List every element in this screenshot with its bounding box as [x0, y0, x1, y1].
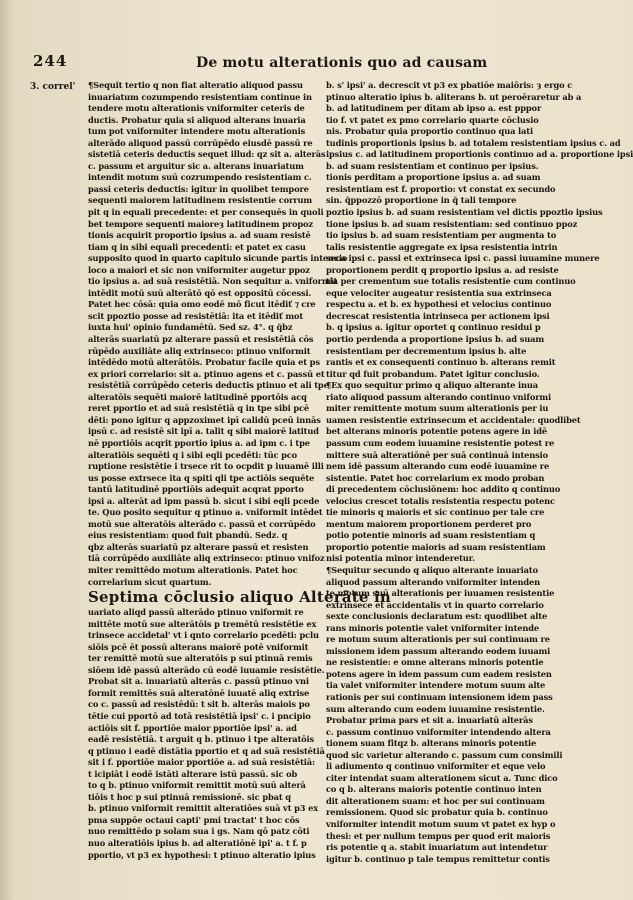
text-line: respectu a. et b. ex hypothesi et velocius continuo [326, 299, 552, 310]
text-line: co c. passū ad resistēdū: t sit b. alterās maiois po [88, 699, 310, 710]
text-line: tendere motu alterationis vniformiter ceteris de [88, 103, 305, 114]
text-line: trinsece accidetal' vt i qnto correlario pcedēti: pclu [88, 630, 319, 641]
text-line: tionem suam fitqz b. alterans minoris potentie [326, 738, 537, 749]
text-line: miter remittente motum suum alterationis per iu [326, 403, 549, 414]
text-line: rans minoris potentie valet vniformiter intende [326, 622, 540, 633]
text-line: remissionem. Quod sic probatur quia b. continuo [326, 807, 548, 818]
text-line: scit ppoztio posse ad resistētiā: ita et itēdiť mot [88, 310, 304, 321]
text-line: motū sue alteratōis alterādo c. passū et corrūpēdo [88, 518, 316, 529]
text-line: ¶Sequit tertio q non fiat alteratio aliquod passu [88, 80, 303, 90]
text-line: dēti: pono igitur q appzoximet ipī calidū pceū innās [88, 414, 321, 425]
text-line: nis. Probatur quia proportio continuo qua lati [326, 126, 533, 137]
text-line: nisi potentia minor intenderetur. [326, 553, 475, 564]
text-line: di precedentem cōclusiōnem: hoc addito q continuo [326, 484, 561, 495]
text-line: rantis et ex consequenti continuo b. alterans remit [326, 357, 556, 368]
text-line: sistentie. Patet hoc correlarium ex modo proban [326, 472, 545, 483]
text-line: bet alterans minoris potentie potens agere in idē [326, 426, 547, 437]
text-line: tionis perditam a proportione ipsius a. ad suam [326, 172, 541, 183]
text-line: tie minoris q maioris et sic continuo per tale cre [326, 507, 545, 518]
text-line: tiam q in sibi equali precedenti: et patet ex casu [88, 241, 306, 252]
text-line: miter remittēdo motum alterationis. Patet hoc [88, 564, 298, 575]
text-line: co q b. alterans maioris potentie continuo inten [326, 784, 542, 795]
text-line: correlarium sicut quartum. [88, 576, 212, 587]
text-line: li adiumento q continuo vniformiter et eque velo [326, 761, 546, 772]
text-line: passi ceteris deductis: igitur in quolibet tempore [88, 183, 309, 194]
text-line: quod sic varietur alterando c. passum cum consimili [326, 749, 563, 760]
text-line: ipsū c. ad resistē sit ipī a. talit q sibi maiorē latitud [88, 426, 319, 437]
text-line: us posse extrsece ita q spiti qli tpe actiōis sequēte [88, 472, 315, 483]
text-line: qbz alterās suariatū pz alterare passū et resisten [88, 541, 309, 552]
text-line: igitur b. continuo p tale tempus remittetur contis [326, 853, 550, 864]
text-line: mentum maiorem proportionem perderet pro [326, 518, 532, 529]
text-line: Probatur prima pars et sit a. inuariatū alterās [326, 715, 533, 726]
text-line: intēdēdo motū alterātōis. Probatur facile quia et ps [88, 357, 320, 368]
text-line: inuariatum cozumpendo resistentiam continue in [88, 91, 312, 102]
text-line: pit q in equali precedente: et per consequēs in quoli [88, 207, 324, 218]
text-line: nem idē passum alterando cum eodē iuuamine re [326, 461, 550, 472]
text-line: siōem idē passū alterādo cū eodē iuuamie resistētie. [88, 664, 325, 675]
text-line: intendit motum suū cozrumpendo resistentiam c. [88, 172, 312, 183]
text-line: decrescat resistentia intrinseca per actionem ipsi [326, 310, 550, 321]
text-line: aliquod passum alterando vniformiter intenden [326, 576, 541, 587]
text-line: b. ptinuo vniformit remittit alteratiōes suā vt p3 ex [88, 803, 319, 814]
text-line: tētie cui pportō ad totā resistētiā ipsi' c. i pncipio [88, 710, 311, 721]
folio-number: 244 [33, 52, 68, 70]
text-line: b. ad latitudinem per dītam ab ipso a. est pppor [326, 103, 542, 114]
text-line: tiōis t hoc p sui ptinuā remissionē. sic pbat q [88, 791, 291, 802]
text-line: pma suppōe octaui capti' pmi tractat' t hoc cōs [88, 814, 300, 825]
text-line: portio perdenda a proportione ipsius b. ad suam [326, 334, 544, 345]
right-text-column [326, 80, 633, 864]
text-line: ris potentie q a. stabit inuariatum aut intendetur [326, 842, 548, 853]
text-line: b. ad suam resistentiam et continuo per ipsius. [326, 160, 539, 171]
text-line: t icipiāt i eodē istāti alterare istū passū. sic ob [88, 768, 298, 779]
text-line: tantū latitudinē pportiōis adequīt acqrat pporto [88, 484, 304, 495]
text-line: passum cum eodem iuuamine resistentie potest re [326, 437, 555, 448]
text-line: vniformiter intendit motum suum vt patet ex hyp o [326, 819, 556, 829]
text-line: re motum suum alterationis per sui continuam re [326, 634, 550, 645]
text-line: tudinis proportionis ipsius b. ad totalem resistentiam ipsius c. ad [326, 137, 621, 148]
text-line: extrinsece et accidentalis vt in quarto correlario [326, 599, 544, 610]
page-gutter-shadow [0, 0, 14, 900]
text-line: ne resistentie: e omne alterans minoris potentie [326, 657, 544, 668]
text-line: missionem idem passum alterando eodem iuuami [326, 645, 551, 656]
text-line: potio potentie minoris ad suam resistentiam q [326, 530, 536, 541]
text-line: formit remittēs suā alteratōnē iuuatē aliq extrise [88, 687, 310, 698]
text-line: resistentiam per decrementum ipsius b. alte [326, 345, 527, 356]
text-line: nuo remittēdo p solam sua i gs. Nam qō patz cōti [88, 826, 310, 837]
text-line: rūpēdo auxiliāte aliq extrinseco: ptinuo vniformit [88, 345, 311, 356]
text-line: ¶Ex quo sequitur primo q aliquo alterante inua [326, 380, 539, 391]
text-line: proportionem perdit q proportio ipsius a. ad resiste [326, 264, 559, 275]
text-line: siōis pcē ēt possū alterans maiorē potē vniformit [88, 641, 309, 652]
text-line: tio ipsius b. ad suam resistentiam per augmenta to [326, 230, 557, 241]
text-line: actiōis sit f. pportiōe maior pportiōe ipsi' a. ad [88, 722, 297, 733]
lower-margin [0, 830, 622, 900]
text-line: citer intendat suam alterationem sicut a. Tunc dico [326, 772, 558, 783]
text-line: ¶Sequitur secundo q aliquo alterante inuariato [326, 564, 538, 575]
text-line: tia per crementum sue totalis resistentie cum continuo [326, 276, 576, 287]
marginal-note: 3. correl' [30, 82, 76, 92]
text-line: sequenti maiorem latitudinem resistentie corrum [88, 195, 312, 206]
running-head: De motu alterationis quo ad causam [196, 55, 488, 71]
text-line: pportio, vt p3 ex hypothesi: t ptinuo alteratio ipius [88, 849, 316, 860]
text-line: Probat sit a. inuariatū alterās c. passū ptinuo vni [88, 676, 309, 687]
text-line: proportio potentie maioris ad suam resistentiam [326, 541, 546, 552]
text-line: nuo alteratiōis ipius b. ad alteratiōnē ipi' a. t f. p [88, 838, 307, 848]
text-line: alterādo aliquod passū corrūpēdo eiusdē passū re [88, 137, 313, 148]
text-line: sistetiā ceteris deductis sequet illud: qz sit a. alterās [88, 149, 326, 160]
text-line: intēdit motū suū alterātō qō est oppositū cōcessi. [88, 287, 312, 298]
text-line: dit alterationem suam: et hoc per sui continuam [326, 795, 545, 806]
text-line: ex priori correlario: sit a. ptinuo agens et c. passū et [88, 368, 325, 379]
text-line: tione ipsius b. ad suam resistentiam: sed continuo ppoz [326, 218, 578, 229]
text-line: sexte conclusionis declaratum est: quodlibet alte [326, 611, 548, 622]
text-line: rationis per sui continuam intensionem idem pass [326, 691, 553, 702]
text-line: alterās suariatū pz alterare passū et resistētiā cōs [88, 334, 314, 345]
text-line: te. Quo posito sequitur q ptinuo a. vniformit intēdet [88, 507, 323, 518]
text-line: b. q ipsius a. igitur oportet q continuo residui p [326, 322, 541, 333]
text-line: thesi: et per nullum tempus per quod erit maioris [326, 830, 551, 841]
text-line: titur qd fuit probandum. Patet igitur conclusio. [326, 368, 540, 379]
text-line: resistentiam est f. proportio: vt constat ex secundo [326, 183, 556, 194]
text-line: te motum suū alterationis per iuuamen resistentie [326, 588, 555, 599]
text-line: eadē resistētiā. t arguit q b. ptinuo i tpe alteratōis [88, 734, 315, 745]
text-line: tio ipsius a. ad suā resistētiā. Non sequitur a. vniformit [88, 276, 338, 287]
left-text-column [88, 80, 392, 860]
text-line: resistētiā corrūpēdo ceteris deductis ptinuo et ali tpe [88, 380, 329, 391]
text-line: ipsi a. alterāt ad ipm passū b. sicut i sibi eqli pcede [88, 495, 320, 506]
text-line: riato aliquod passum alterando continuo vniformi [326, 391, 552, 402]
text-line: iuxta hui' opinio fundamētū. Sed sz. 4°. q q̄bz [88, 322, 293, 333]
text-line: ipsius c. ad latitudinem proportionis continuo ad a. proportione ipsi [326, 149, 633, 160]
text-line: q ptinuo i eadē distātia pportio et q ad suā resistētiā [88, 745, 325, 756]
text-line: tio f. vt patet ex pmo correlario quarte cōclusio [326, 114, 539, 125]
text-line: tum pot vniformiter intendere motu alterationis [88, 126, 306, 137]
text-line: alteratōis sequēti maiorē latitudinē pportōis acq [88, 391, 307, 402]
text-line: potens agere in idem passum cum eadem resisten [326, 668, 552, 679]
text-line: Patet hec cōsā: quia omo eodē mō ficut itēdiť ⁊ cre [88, 299, 316, 310]
text-line: talis resistentie aggregate ex ipsa resistentia intrin [326, 241, 558, 252]
text-line: sit i f. pportiōe maior pportiōe a. ad suā resistētiā: [88, 757, 315, 768]
text-line: mittere suā alteratiōnē per suā continuā intensio [326, 449, 549, 460]
text-line: alteratiōis sequēti q i sibi eqli pcedēti: tūc pco [88, 449, 298, 460]
text-line: reret pportio et ad suā resistētiā q in tpe sibi pcē [88, 403, 310, 414]
text-line: loco a maiori et sic non vniformiter augetur ppoz [88, 264, 310, 275]
text-line: to q b. ptinuo vniformit remittit motū suū alterā [88, 780, 306, 791]
text-line: eius resistentiam: quod fuit pbandū. Sedz. q [88, 530, 288, 541]
section-heading: Septima cōclusio aliquo Alterāte in [88, 588, 392, 607]
text-line: c. passum et arguitur sic a. alterans inuariatum [88, 160, 304, 171]
text-line: ptinuo alteratio ipius b. aliterans b. ut peroēraretur ab a [326, 91, 582, 102]
text-line: ter remittē motū sue alteratōis p sui ptinuā remis [88, 653, 313, 664]
text-line: tiā corrūpēdo auxiliāte aliq extrinseco: ptinuo vnifoz [88, 553, 325, 564]
text-line: supposito quod in quarto capitulo sicunde partis intencio [88, 253, 348, 264]
text-line: poztio ipsius b. ad suam resistentiam vel dictis ppoztio ipsius [326, 207, 603, 218]
text-line: tia valet vniformiter intendere motum suum alte [326, 680, 546, 691]
text-line: bet tempore sequenti maioreȝ latitudinem propoz [88, 218, 313, 229]
text-line: nē pportiōis acqrit pportio ipius a. ad ipm c. i tpe [88, 437, 310, 448]
text-line: sin. q̄ppozzō proportione in q̄ tali tempore [326, 195, 517, 206]
text-line: seca ipsi c. passi et extrinseca ipsi c. passi iuuamine munere [326, 253, 600, 264]
text-line: tionis acquirit proportio ipsius a. ad suam resistē [88, 230, 311, 241]
text-line: ductis. Probatur quia si aliquod alterans inuaria [88, 114, 306, 125]
text-line: uariato aliqd passū alterādo ptinuo vniformit re [88, 607, 304, 618]
text-line: ruptione resistētie i trsece rit to ocpdit p iuuamē illi [88, 461, 324, 472]
text-line: b. s' ipsi' a. decrescit vt p3 ex pbatiōe maiōris: ȝ ergo c [326, 80, 573, 90]
text-line: mittēte motū sue alterātōis p tremētū resistētie ex [88, 618, 317, 629]
text-line: sum alterando cum eodem iuuamine resistentie. [326, 703, 545, 714]
text-line: eque velociter augeatur resistentia sua extrinseca [326, 287, 552, 298]
text-line: uamen resistentie extrinsecum et accidentale: quodlibet [326, 414, 581, 425]
text-line: velocius crescet totalis resistentia respectu potenc [326, 495, 555, 506]
text-line: c. passum continuo vniformiter intendendo altera [326, 726, 551, 737]
